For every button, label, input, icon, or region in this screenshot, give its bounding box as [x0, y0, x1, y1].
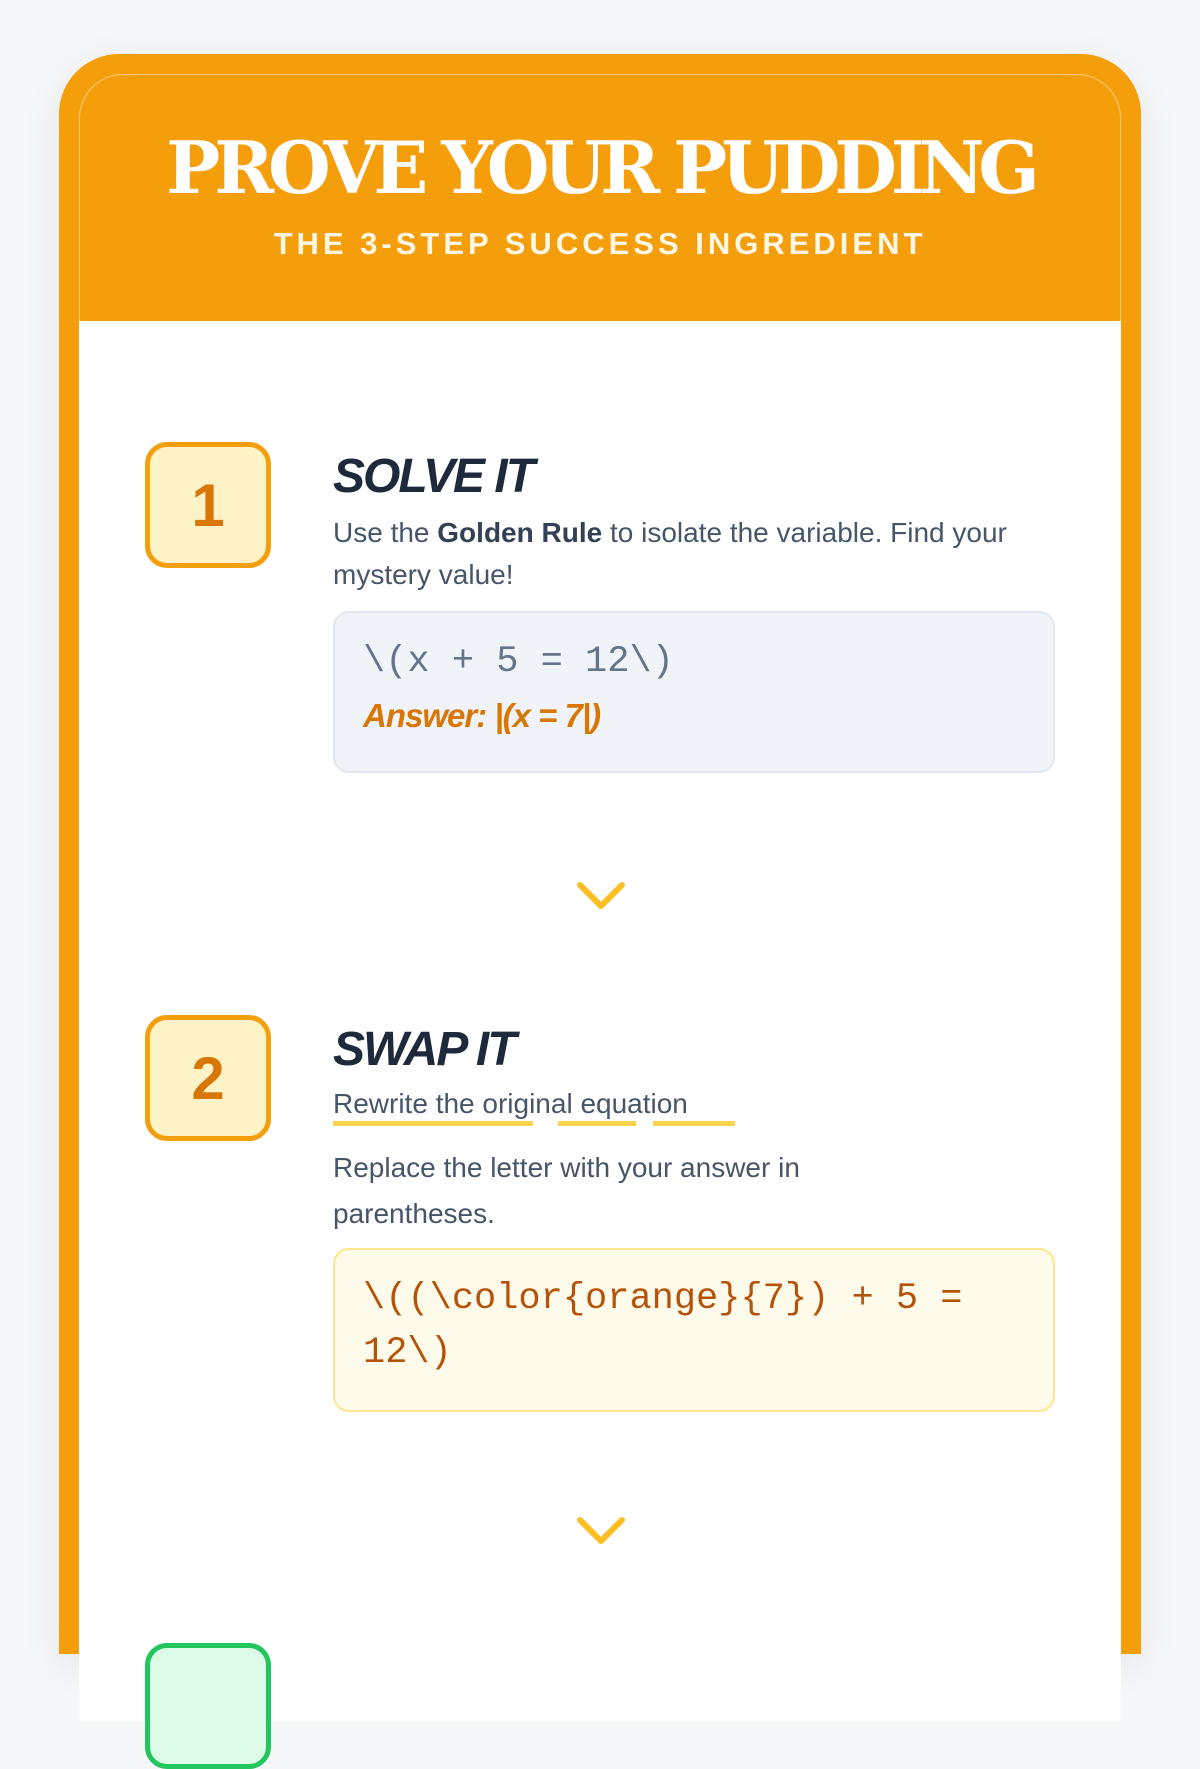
step-1-answer: Answer: |(x = 7|): [363, 697, 601, 734]
step-1-math-box: [333, 611, 1055, 773]
step-1-description: Use the Golden Rule to isolate the variable. Find your mystery value!: [333, 517, 1007, 590]
underline-mark: [558, 1121, 636, 1126]
step-1-equation: \(x + 5 = 12\): [363, 641, 674, 683]
step-2-equation: \((\color{orange}{7}) + 5 = 12\): [363, 1278, 963, 1374]
chevron-down-icon: [576, 879, 626, 913]
underline-mark: [653, 1121, 735, 1126]
step-2-math-box: [333, 1248, 1055, 1412]
step-2-description: Replace the letter with your answer in parentheses.: [333, 1152, 800, 1229]
underline-mark: [333, 1121, 533, 1126]
recipe-card: [59, 54, 1141, 1654]
step-1-badge: 1: [145, 442, 271, 568]
chevron-down-icon: [576, 1514, 626, 1548]
step-2-title: SWAP IT: [333, 1023, 515, 1076]
step-1-title: SOLVE IT: [333, 450, 534, 503]
steps-panel: [79, 321, 1121, 1721]
step-2-badge: 2: [145, 1015, 271, 1141]
page-title: PROVE YOUR PUDDING: [166, 125, 1034, 210]
step-3-badge: [145, 1643, 271, 1769]
step-2-underlined-text: Rewrite the original equation: [333, 1088, 688, 1119]
page-subtitle: THE 3-STEP SUCCESS INGREDIENT: [273, 226, 927, 261]
